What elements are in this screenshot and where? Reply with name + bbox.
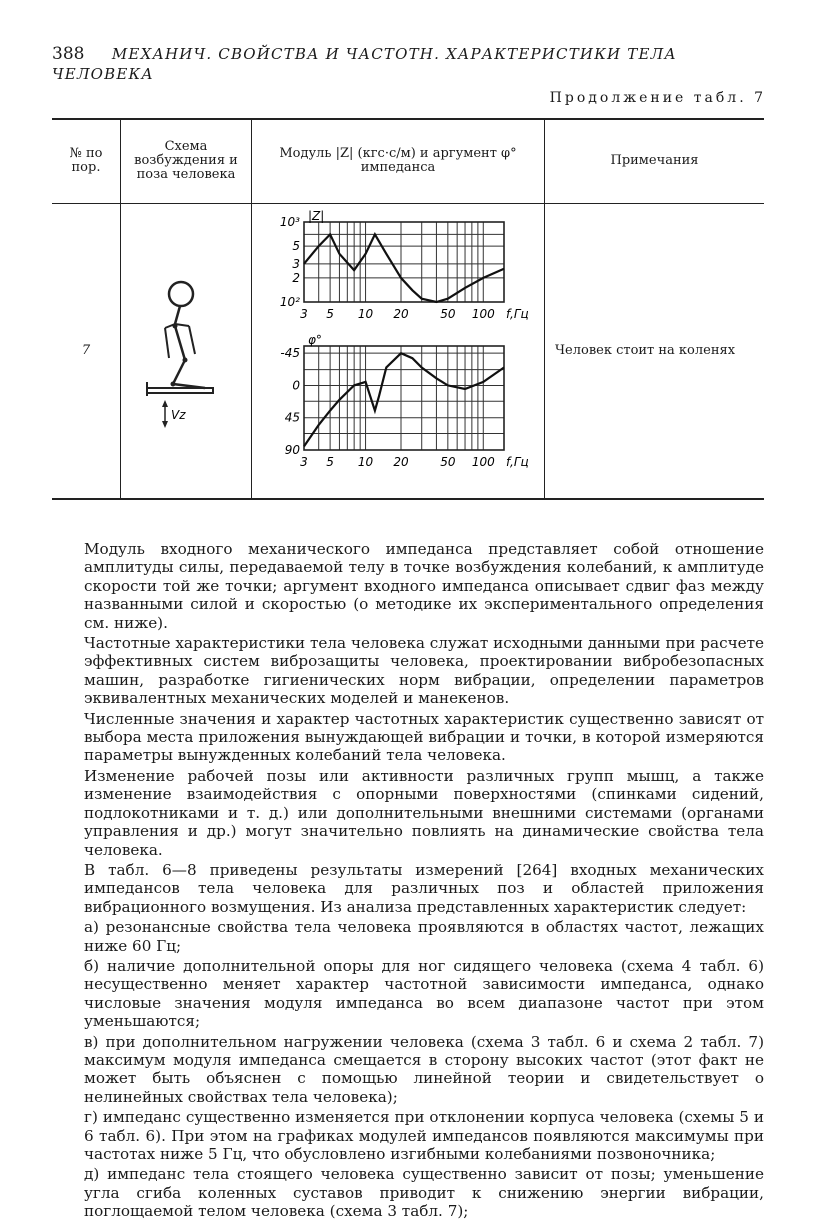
figure-neck [175, 306, 180, 324]
figure-thigh [173, 360, 185, 384]
y-tick-label: 3 [292, 256, 300, 271]
figure-head [169, 282, 193, 306]
x-tick-label: 20 [393, 454, 409, 469]
vz-arrow-head-up [162, 400, 168, 407]
graphs-cell [252, 203, 545, 499]
row-number: 7 [52, 203, 121, 499]
x-tick-label: 50 [440, 454, 456, 469]
page-number: 388 [52, 44, 85, 64]
y-tick-label: 90 [284, 442, 300, 457]
y-tick-label: 10³ [279, 214, 300, 229]
y-tick-label: 0 [292, 378, 300, 393]
table-continuation-label: Продолжение табл. 7 [549, 90, 766, 106]
x-tick-label: 3 [300, 454, 308, 469]
series-line [304, 234, 504, 302]
list-item-g: г) импеданс существенно изменяется при отклонении корпуса человека (схемы 5 и 6 табл. 6). При этом на графиках модулей импедансов появляются максимумы при частотах ниже 5 Гц, что обусловлено изгибными колебаниями позвоночника; [84, 1108, 764, 1163]
x-tick-label: 3 [300, 306, 308, 321]
figure-arm-2 [189, 326, 195, 354]
figure-arm [165, 328, 169, 358]
x-tick-label: 20 [393, 306, 409, 321]
kneeling-person-figure [131, 264, 241, 434]
x-tick-label: 5 [326, 454, 334, 469]
list-item-v: в) при дополнительном нагружении человека (схема 3 табл. 6 и схема 2 табл. 7) максимум модуля импеданса смещается в сторону высоких частот (этот факт не может быть объяснен с помощью линейной теории и свидетельствует о нелинейных свойствах тела человека); [84, 1032, 764, 1106]
running-title: МЕХАНИЧ. СВОЙСТВА И ЧАСТОТН. ХАРАКТЕРИСТИКИ ТЕЛА ЧЕЛОВЕКА [52, 45, 677, 83]
header-graph: Модуль |Z| (кгс·с/м) и аргумент φ° импеданса [252, 119, 545, 203]
list-item-d: д) импеданс тела стоящего человека существенно зависит от позы; уменьшение угла сгиба коленных суставов приводит к снижению энергии вибрации, поглощаемой телом человека (схема 3 табл. 7); [84, 1165, 764, 1221]
x-tick-label: 100 [471, 454, 495, 469]
vz-label: Vz [171, 407, 186, 422]
list-item-b: б) наличие дополнительной опоры для ног сидящего человека (схема 4 табл. 6) несущественно меняет характер частотной зависимости импеданса, однако числовые значения модуля импеданса во всем диапазоне частот при этом уменьшаются; [84, 956, 764, 1031]
impedance-charts [252, 204, 532, 494]
paragraph: Модуль входного механического импеданса представляет собой отношение амплитуды силы, передаваемой телу в точке возбуждения колебаний, к амплитуде скорости той же точки; аргумент входного импеданса описывает сдвиг фаз между названными силой и скоростью (о методике их экспериментального определения см. ниже). [84, 540, 764, 632]
impedance-table [52, 118, 764, 500]
x-tick-label: 10 [357, 454, 374, 469]
figure-torso [175, 326, 185, 360]
plot-frame [304, 346, 504, 450]
running-header [52, 44, 772, 84]
x-tick-label: 5 [326, 306, 334, 321]
series-line [304, 353, 504, 446]
x-axis-label: f,Гц [506, 454, 529, 469]
row-note: Человек стоит на коленях [545, 203, 765, 499]
paragraph: В табл. 6—8 приведены результаты измерений [264] входных механических импедансов тела человека для различных поз и областей приложения вибрационного возмущения. Из анализа представленных характеристик следует: [84, 860, 764, 916]
x-tick-label: 100 [471, 306, 495, 321]
vz-arrow-head-down [162, 421, 168, 428]
scheme-cell [121, 203, 252, 499]
y-axis-label: φ° [308, 332, 322, 347]
y-tick-label: 5 [292, 238, 300, 253]
paragraph: Частотные характеристики тела человека служат исходными данными при расчете эффективных систем виброзащиты человека, проектировании вибробезопасных машин, разработке гигиенических норм вибрации, определении параметров эквивалентных механических моделей и манекенов. [84, 634, 764, 708]
body-text [84, 540, 764, 1223]
figure-joint [183, 357, 188, 362]
x-axis-label: f,Гц [506, 306, 529, 321]
list-item-a: а) резонансные свойства тела человека проявляются в областях частот, лежащих ниже 60 Гц; [84, 918, 764, 955]
paragraph: Численные значения и характер частотных характеристик существенно зависят от выбора места приложения вынуждающей вибрации и точки, в которой измеряются параметры вынужденных колебаний тела человека. [84, 709, 764, 765]
y-tick-label: 2 [292, 270, 300, 285]
header-number: № по пор. [52, 119, 121, 203]
table-row [52, 203, 764, 499]
figure-joint [171, 381, 176, 386]
vibration-platform [147, 388, 213, 393]
header-notes: Примечания [545, 119, 765, 203]
header-scheme: Схема возбуждения и поза человека [121, 119, 252, 203]
figure-joint [173, 323, 178, 328]
x-tick-label: 10 [357, 306, 374, 321]
x-tick-label: 50 [440, 306, 456, 321]
paragraph: Изменение рабочей позы или активности различных групп мышц, а также изменение взаимодействия с опорными поверхностями (спинками сидений, подлокотниками и т. д.) или дополнительными внешними системами (органами управления и др.) могут значительно повлиять на динамические свойства тела человека. [84, 766, 764, 859]
y-tick-label: 10² [279, 294, 300, 309]
y-tick-label: -45 [280, 345, 300, 360]
y-tick-label: 45 [284, 410, 300, 425]
y-axis-label: |Z| [308, 208, 325, 223]
